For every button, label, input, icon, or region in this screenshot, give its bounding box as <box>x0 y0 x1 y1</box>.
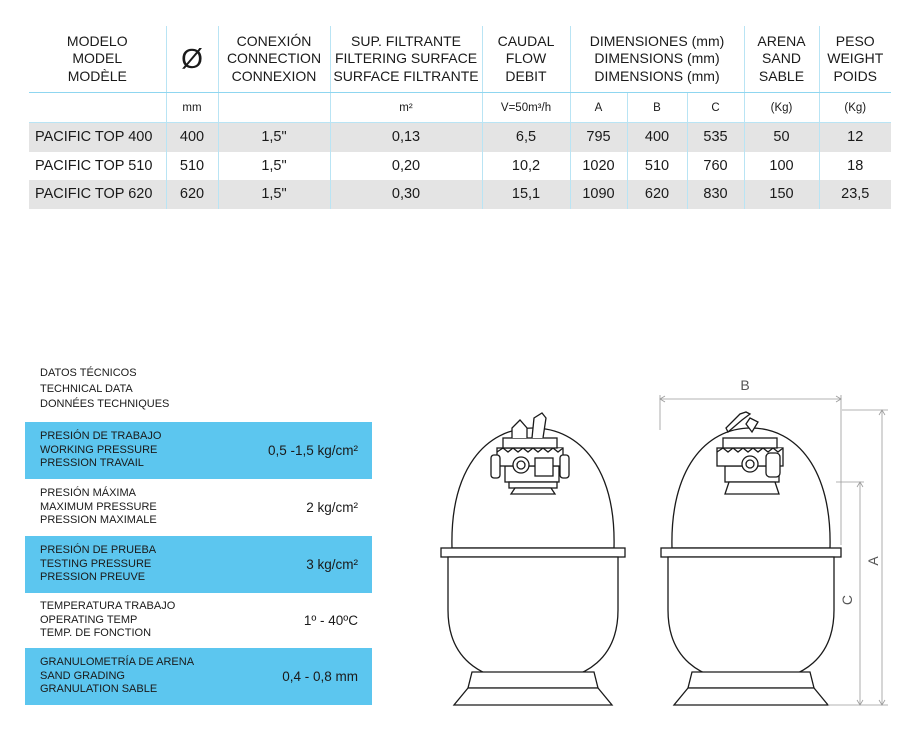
header-model: MODELO MODEL MODÈLE <box>29 26 166 93</box>
tech-row-maximum-pressure <box>25 479 372 536</box>
tech-label: PRESIÓN DE PRUEBA TESTING PRESSURE PRESSION PREUVE <box>40 544 157 584</box>
table-cell: 795 <box>570 123 627 152</box>
table-cell: 1090 <box>570 180 627 209</box>
table-cell: 100 <box>744 152 819 181</box>
technical-data-title: DATOS TÉCNICOS TECHNICAL DATA DONNÉES TECHNIQUES <box>40 367 170 410</box>
header-filtering-surface: SUP. FILTRANTE FILTERING SURFACE SURFACE FILTRANTE <box>330 26 482 93</box>
table-cell: 15,1 <box>482 180 570 209</box>
unit-cell: V=50m³/h <box>482 93 570 123</box>
spec-table <box>29 26 891 209</box>
tech-label: GRANULOMETRÍA DE ARENA SAND GRADING GRANULATION SABLE <box>40 656 195 696</box>
table-cell: 830 <box>687 180 744 209</box>
tech-row-sand-grading <box>25 648 372 705</box>
header-connection: CONEXIÓN CONNECTION CONNEXION <box>218 26 330 93</box>
tech-row-working-pressure <box>25 422 372 479</box>
tech-label: TEMPERATURA TRABAJO OPERATING TEMP TEMP. DE FONCTION <box>40 600 176 640</box>
header-flow: CAUDAL FLOW DEBIT <box>482 26 570 93</box>
unit-cell <box>218 93 330 123</box>
tech-value: 0,4 - 0,8 mm <box>282 669 358 684</box>
filter-drawing <box>420 360 900 720</box>
dimension-a-label: A <box>865 556 881 566</box>
table-row <box>29 123 891 152</box>
table-cell: 0,20 <box>330 152 482 181</box>
table-cell: 620 <box>166 180 218 209</box>
table-cell: 400 <box>166 123 218 152</box>
header-sand: ARENA SAND SABLE <box>744 26 819 93</box>
unit-cell: (Kg) <box>819 93 891 123</box>
tech-row-testing-pressure <box>25 536 372 593</box>
table-cell: 18 <box>819 152 891 181</box>
tech-label: PRESIÓN MÁXIMA MAXIMUM PRESSURE PRESSION MAXIMALE <box>40 487 157 527</box>
table-cell: 12 <box>819 123 891 152</box>
table-cell: 6,5 <box>482 123 570 152</box>
tech-label: PRESIÓN DE TRABAJO WORKING PRESSURE PRESSION TRAVAIL <box>40 430 162 470</box>
header-row <box>29 26 891 93</box>
unit-cell: A <box>570 93 627 123</box>
front-view-filter <box>441 413 625 705</box>
table-cell: 760 <box>687 152 744 181</box>
table-cell: 23,5 <box>819 180 891 209</box>
table-cell: 1,5" <box>218 123 330 152</box>
table-cell: 620 <box>627 180 687 209</box>
table-row <box>29 152 891 181</box>
table-cell: 400 <box>627 123 687 152</box>
tech-value: 2 kg/cm² <box>306 500 358 515</box>
table-cell: 0,13 <box>330 123 482 152</box>
unit-cell: B <box>627 93 687 123</box>
unit-cell: (Kg) <box>744 93 819 123</box>
table-cell: 510 <box>627 152 687 181</box>
units-row <box>29 93 891 123</box>
table-cell: 50 <box>744 123 819 152</box>
side-view-filter <box>661 412 841 705</box>
header-dimensions: DIMENSIONES (mm) DIMENSIONS (mm) DIMENSIONS (mm) <box>570 26 744 93</box>
tech-value: 1º - 40ºC <box>303 613 358 628</box>
table-cell: PACIFIC TOP 510 <box>35 157 153 174</box>
unit-cell <box>29 93 166 123</box>
unit-cell: mm <box>166 93 218 123</box>
table-cell: 510 <box>166 152 218 181</box>
header-weight: PESO WEIGHT POIDS <box>819 26 891 93</box>
table-cell: 1,5" <box>218 180 330 209</box>
table-cell: 150 <box>744 180 819 209</box>
table-cell: 535 <box>687 123 744 152</box>
table-cell: 1,5" <box>218 152 330 181</box>
tech-row-operating-temp <box>25 592 372 649</box>
table-cell: 0,30 <box>330 180 482 209</box>
header-diameter: Ø <box>166 26 218 93</box>
table-row <box>29 180 891 209</box>
table-cell: 1020 <box>570 152 627 181</box>
dimension-b-label: B <box>740 377 750 393</box>
table-cell: PACIFIC TOP 620 <box>29 180 166 209</box>
dimension-c-label: C <box>839 594 855 606</box>
tech-value: 0,5 -1,5 kg/cm² <box>267 443 358 458</box>
table-cell: 10,2 <box>482 152 570 181</box>
table-cell: PACIFIC TOP 400 <box>29 123 166 152</box>
unit-cell: C <box>687 93 744 123</box>
unit-cell: m² <box>330 93 482 123</box>
tech-value: 3 kg/cm² <box>306 557 358 572</box>
